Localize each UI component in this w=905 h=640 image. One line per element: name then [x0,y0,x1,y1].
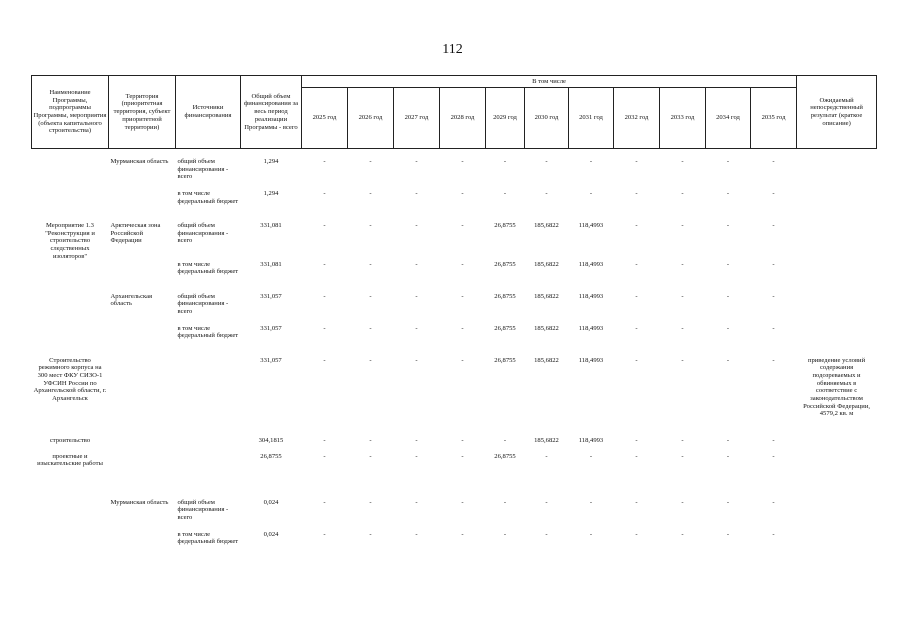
table-row [32,531,877,563]
cell-year-value: - [323,436,326,444]
cell-year-value: - [323,292,326,300]
header-year: 2026 год [348,88,394,149]
cell-year-value: - [461,190,464,197]
header-year: 2033 год [660,88,706,149]
cell-result [797,325,877,357]
cell-year-value: - [726,498,730,506]
cell-result [797,531,877,563]
cell-result [797,437,877,453]
table-row [32,499,877,531]
cell-year-value: 118,4993 [578,292,604,300]
cell-year-value: - [545,190,548,197]
cell-year-value: - [503,436,507,444]
header-name: Наименование Программы, подпрограммы Программы, мероприятия (объекта капитального строительства) [32,76,109,149]
cell-total: 331,057 [260,356,282,364]
cell-territory: Архангельская область [110,292,153,308]
cell-year-value: 26,8755 [494,292,516,300]
header-year: 2035 год [751,88,797,149]
cell-year-value: - [461,356,464,364]
cell-total: 26,8755 [260,452,282,460]
cell-year-value: - [635,190,638,197]
cell-result: приведение условий содержания подозреваемых и обвиняемых в соответствие с законодательством Российской Федерации, 4579,2 кв. м [803,356,871,418]
cell-year-value: - [503,158,507,165]
table-row [32,357,877,437]
cell-territory [109,190,176,222]
cell-total: 331,081 [260,222,282,229]
table-row [32,149,877,191]
cell-territory [109,531,176,563]
cell-year-value: - [415,452,418,460]
cell-name [32,499,109,531]
cell-source: общий объем финансирования - всего [177,292,229,315]
cell-year-value: - [635,324,638,332]
cell-result [797,190,877,222]
cell-year-value: - [635,158,638,165]
cell-year-value: - [589,498,593,506]
cell-year-value: - [726,158,730,165]
cell-total: 0,024 [263,530,279,538]
cell-year-value: - [726,260,730,268]
table-row [32,261,877,293]
cell-name [32,325,109,357]
cell-year-value: - [681,158,684,165]
cell-year-value: - [369,356,372,364]
cell-year-value: - [635,260,638,268]
cell-year-value: - [323,222,326,229]
cell-year-value: 26,8755 [494,452,516,460]
cell-year-value: - [589,158,593,165]
cell-year-value: 26,8755 [494,324,516,332]
cell-year-value: 26,8755 [494,222,516,229]
cell-year-value: - [323,324,326,332]
cell-source: общий объем финансирования - всего [177,222,229,245]
cell-year-value: - [545,452,548,460]
cell-year-value: - [461,498,464,506]
table-row [32,293,877,325]
cell-year-value: - [415,498,418,506]
cell-year-value: - [681,190,684,197]
header-year: 2025 год [302,88,348,149]
cell-source: в том числе федеральный бюджет [177,260,239,276]
cell-territory: Мурманская область [110,498,169,506]
cell-year-value: - [635,436,638,444]
cell-year-value: - [772,292,775,300]
cell-year-value: - [415,190,418,197]
cell-year-value: - [681,260,684,268]
cell-year-value: 185,6822 [534,260,559,268]
cell-year-value: - [415,436,418,444]
header-territory: Территория (приоритетная территория, субъект приоритетной территории) [109,76,176,149]
cell-name [32,531,109,563]
cell-year-value: - [772,356,775,364]
cell-source: в том числе федеральный бюджет [177,190,239,205]
cell-year-value: - [681,222,684,229]
cell-year-value: - [503,530,507,538]
header-year: 2027 год [394,88,440,149]
header-year: 2029 год [486,88,525,149]
cell-year-value: - [635,222,638,229]
cell-territory: Мурманская область [110,158,169,165]
cell-source: в том числе федеральный бюджет [177,530,239,546]
cell-total: 331,081 [260,260,282,268]
cell-year-value: - [369,452,372,460]
table-row [32,222,877,261]
cell-year-value: - [726,452,730,460]
table-row [32,437,877,453]
table-row [32,190,877,222]
cell-year-value: 118,4993 [578,324,604,332]
cell-year-value: - [726,436,730,444]
cell-name [32,190,109,222]
cell-year-value: - [681,530,684,538]
header-year: 2028 год [440,88,486,149]
cell-year-value: - [726,222,730,229]
cell-year-value: - [323,452,326,460]
cell-year-value: - [726,530,730,538]
cell-year-value: - [726,190,730,197]
header-year: 2030 год [525,88,569,149]
cell-year-value: - [681,292,684,300]
cell-year-value: - [681,356,684,364]
cell-year-value: - [323,498,326,506]
cell-year-value: - [635,292,638,300]
cell-year-value: - [369,436,372,444]
cell-year-value: - [726,356,730,364]
cell-total: 331,057 [260,292,282,300]
cell-year-value: - [681,452,684,460]
cell-year-value: - [461,530,464,538]
cell-year-value: 185,6822 [534,324,559,332]
header-year: 2034 год [706,88,751,149]
cell-source [176,357,241,437]
page-number: 112 [442,42,463,57]
cell-source: общий объем финансирования - всего [177,498,229,521]
cell-year-value: - [726,324,730,332]
cell-year-value: - [461,324,464,332]
cell-year-value: - [545,158,548,165]
cell-year-value: - [772,436,775,444]
header-year: 2031 год [569,88,614,149]
cell-year-value: - [635,530,638,538]
cell-year-value: - [369,530,372,538]
cell-year-value: 185,6822 [534,436,559,444]
cell-year-value: - [415,260,418,268]
cell-year-value: - [323,260,326,268]
cell-year-value: - [415,292,418,300]
cell-year-value: 185,6822 [534,356,559,364]
cell-result [797,293,877,325]
cell-year-value: - [681,324,684,332]
cell-source [176,437,241,453]
cell-territory [109,453,176,499]
cell-year-value: - [545,530,548,538]
cell-year-value: - [772,452,775,460]
cell-year-value: - [681,436,684,444]
cell-territory [109,357,176,437]
cell-year-value: - [589,190,593,197]
cell-year-value: - [589,530,593,538]
cell-name [32,261,109,293]
cell-year-value: - [461,158,464,165]
cell-year-value: - [323,158,326,165]
cell-year-value: - [323,356,326,364]
cell-year-value: - [503,498,507,506]
cell-year-value: - [726,292,730,300]
cell-year-value: - [635,498,638,506]
header-total: Общий объем финансирования за весь период реализации Программы - всего [241,76,302,149]
cell-source: в том числе федеральный бюджет [177,324,239,340]
cell-total: 1,294 [263,190,279,197]
cell-year-value: 26,8755 [494,356,516,364]
cell-year-value: - [681,498,684,506]
cell-year-value: 185,6822 [534,222,559,229]
table-row [32,325,877,357]
cell-territory [109,261,176,293]
cell-year-value: - [635,452,638,460]
cell-year-value: 118,4993 [578,222,604,229]
cell-year-value: 118,4993 [578,436,604,444]
cell-year-value: - [415,158,418,165]
cell-year-value: - [369,158,372,165]
cell-total: 331,057 [260,324,282,332]
cell-year-value: - [323,530,326,538]
cell-name: проектные и изыскательские работы [37,452,103,468]
cell-year-value: 118,4993 [578,260,604,268]
cell-name [32,149,109,191]
cell-year-value: - [323,190,326,197]
cell-territory [109,325,176,357]
cell-year-value: - [461,260,464,268]
cell-year-value: - [369,324,372,332]
cell-name: Мероприятие 1.3 "Реконструкция и строительство следственных изоляторов" [45,222,95,260]
cell-total: 0,024 [263,498,279,506]
cell-year-value: - [369,190,372,197]
cell-year-value: - [369,292,372,300]
cell-source: общий объем финансирования - всего [177,158,229,181]
cell-result [797,222,877,261]
cell-year-value: - [772,260,775,268]
cell-year-value: - [772,498,775,506]
cell-year-value: - [461,222,464,229]
cell-name: Строительство режимного корпуса на 300 мест ФКУ СИЗО-1 УФСИН России по Архангельской области, г. Архангельск [33,356,107,403]
cell-result [797,149,877,191]
cell-territory: Арктическая зона Российской Федерации [110,222,161,245]
cell-year-value: - [772,158,775,165]
cell-year-value: - [461,436,464,444]
header-year: 2032 год [614,88,660,149]
cell-year-value: - [415,222,418,229]
header-source: Источники финансирования [176,76,241,149]
cell-year-value: - [369,260,372,268]
cell-territory [109,437,176,453]
cell-year-value: - [772,222,775,229]
financing-table [31,75,877,563]
cell-result [797,261,877,293]
cell-year-value: 118,4993 [578,356,604,364]
cell-year-value: - [415,356,418,364]
cell-year-value: 26,8755 [494,260,516,268]
cell-year-value: - [369,498,372,506]
cell-source [176,453,241,499]
cell-year-value: - [415,530,418,538]
cell-year-value: - [772,190,775,197]
header-result: Ожидаемый непосредственный результат (краткое описание) [797,76,877,149]
cell-year-value: - [635,356,638,364]
cell-total: 1,294 [263,158,279,165]
cell-year-value: - [415,324,418,332]
cell-result [797,499,877,531]
cell-result [797,453,877,499]
cell-name [32,293,109,325]
cell-year-value: - [503,190,507,197]
cell-name: строительство [49,436,91,444]
cell-year-value: - [461,292,464,300]
table-row [32,453,877,499]
cell-total: 304,1815 [258,436,284,444]
cell-year-value: 185,6822 [534,292,559,300]
cell-year-value: - [545,498,548,506]
header-including: В том числе [302,76,797,88]
cell-year-value: - [461,452,464,460]
cell-year-value: - [772,324,775,332]
cell-year-value: - [772,530,775,538]
cell-year-value: - [589,452,593,460]
cell-year-value: - [369,222,372,229]
